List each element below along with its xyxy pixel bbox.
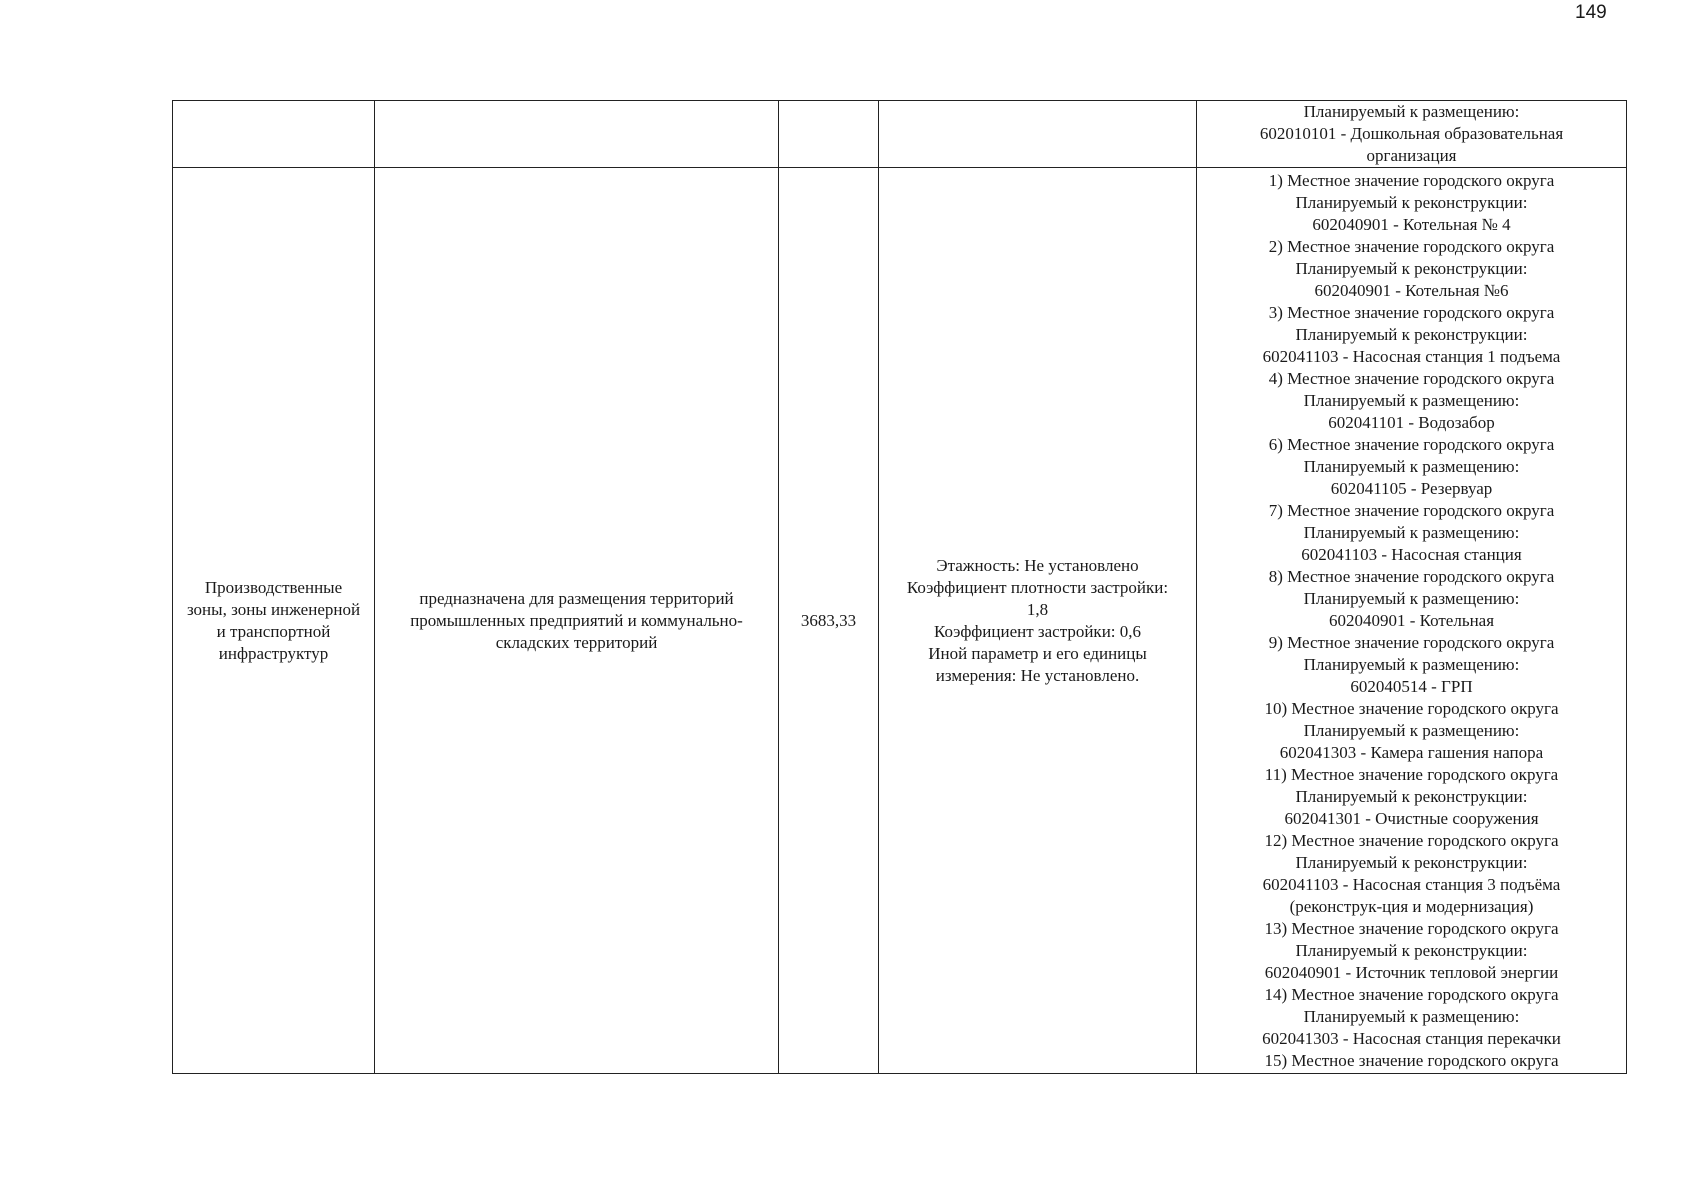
text-line: Планируемый к реконструкции: (1295, 940, 1528, 960)
text-line: 15) Местное значение городского округа (1264, 1050, 1559, 1070)
text-line: 602040901 - Источник тепловой энергии (1264, 962, 1559, 982)
text-line: Планируемый к размещению: (1303, 390, 1520, 410)
text-line: Планируемый к размещению: (1303, 456, 1520, 476)
text-line: 602041105 - Резервуар (1330, 478, 1493, 498)
text-line: Планируемый к размещению: (1303, 720, 1520, 740)
text-line: 602040901 - Котельная №6 (1314, 280, 1509, 300)
text-line: 1) Местное значение городского округа (1268, 170, 1555, 190)
area-cell (779, 168, 879, 1074)
parameters-cell (879, 168, 1197, 1074)
text-line: 602041303 - Насосная станция перекачки (1262, 1028, 1561, 1048)
zone-name-cell (173, 101, 375, 168)
text-line: инфраструктур (218, 643, 329, 663)
objects-cell (1197, 101, 1627, 168)
purpose-cell (375, 168, 779, 1074)
text-line: 8) Местное значение городского округа (1268, 566, 1555, 586)
text-line: 3) Местное значение городского округа (1268, 302, 1555, 322)
text-line: Этажность: Не установлено (936, 555, 1139, 575)
zone-parameters (881, 555, 1194, 687)
zone-area: 3683,33 (800, 610, 857, 630)
text-line: 602041101 - Водозабор (1328, 412, 1495, 432)
text-line: Планируемый к реконструкции: (1295, 324, 1528, 344)
text-line: и транспортной (216, 621, 331, 641)
text-line: 14) Местное значение городского округа (1264, 984, 1559, 1004)
text-line: 6) Местное значение городского округа (1268, 434, 1555, 454)
text-line: 602040901 - Котельная № 4 (1312, 214, 1511, 234)
text-line: 602041103 - Насосная станция (1301, 544, 1522, 564)
text-line: 602040514 - ГРП (1350, 676, 1473, 696)
text-line: 602041103 - Насосная станция 1 подъема (1262, 346, 1561, 366)
text-line: Производственные (204, 577, 343, 597)
text-line: 1,8 (1026, 599, 1049, 619)
text-line: Планируемый к реконструкции: (1295, 258, 1528, 278)
text-line: 9) Местное значение городского округа (1268, 632, 1555, 652)
zone-purpose (377, 588, 776, 654)
text-line: измерения: Не установлено. (935, 665, 1140, 685)
text-line: 13) Местное значение городского округа (1264, 918, 1559, 938)
text-line: Планируемый к реконструкции: (1295, 786, 1528, 806)
text-line: 10) Местное значение городского округа (1264, 698, 1559, 718)
text-line: Планируемый к размещению: (1303, 588, 1520, 608)
text-line: Планируемый к размещению: (1303, 654, 1520, 674)
zone-name (175, 577, 372, 665)
page-number: 149 (1575, 2, 1607, 23)
text-line: 602041103 - Насосная станция 3 подъёма (1262, 874, 1561, 894)
text-line: 12) Местное значение городского округа (1264, 830, 1559, 850)
text-line: складских территорий (495, 632, 658, 652)
text-line: Планируемый к реконструкции: (1295, 852, 1528, 872)
zone-name-cell (173, 168, 375, 1074)
text-line: 11) Местное значение городского округа (1264, 764, 1559, 784)
text-line: Коэффициент плотности застройки: (906, 577, 1169, 597)
objects-cell (1197, 168, 1627, 1074)
text-line: (реконструк-ция и модернизация) (1289, 896, 1534, 916)
text-line: 602040901 - Котельная (1328, 610, 1495, 630)
text-line: Коэффициент застройки: 0,6 (933, 621, 1142, 641)
objects-list (1199, 101, 1624, 167)
text-line: Планируемый к размещению: (1303, 102, 1520, 121)
text-line: предназначена для размещения территорий (419, 588, 734, 608)
text-line: 4) Местное значение городского округа (1268, 368, 1555, 388)
text-line: Планируемый к размещению: (1303, 522, 1520, 542)
text-line: Планируемый к размещению: (1303, 1006, 1520, 1026)
text-line: промышленных предприятий и коммунально- (410, 610, 743, 630)
table-row (173, 101, 1627, 168)
area-cell (779, 101, 879, 168)
text-line: Иной параметр и его единицы (928, 643, 1147, 663)
parameters-cell (879, 101, 1197, 168)
text-line: 7) Местное значение городского округа (1268, 500, 1555, 520)
text-line: организация (1366, 146, 1457, 165)
text-line: 602010101 - Дошкольная образовательная (1259, 124, 1564, 143)
text-line: зоны, зоны инженерной (186, 599, 361, 619)
objects-list (1199, 170, 1624, 1072)
purpose-cell (375, 101, 779, 168)
text-line: 2) Местное значение городского округа (1268, 236, 1555, 256)
zones-table (172, 100, 1627, 1074)
text-line: Планируемый к реконструкции: (1295, 192, 1528, 212)
table-row (173, 168, 1627, 1074)
text-line: 602041301 - Очистные сооружения (1284, 808, 1539, 828)
text-line: 602041303 - Камера гашения напора (1279, 742, 1544, 762)
